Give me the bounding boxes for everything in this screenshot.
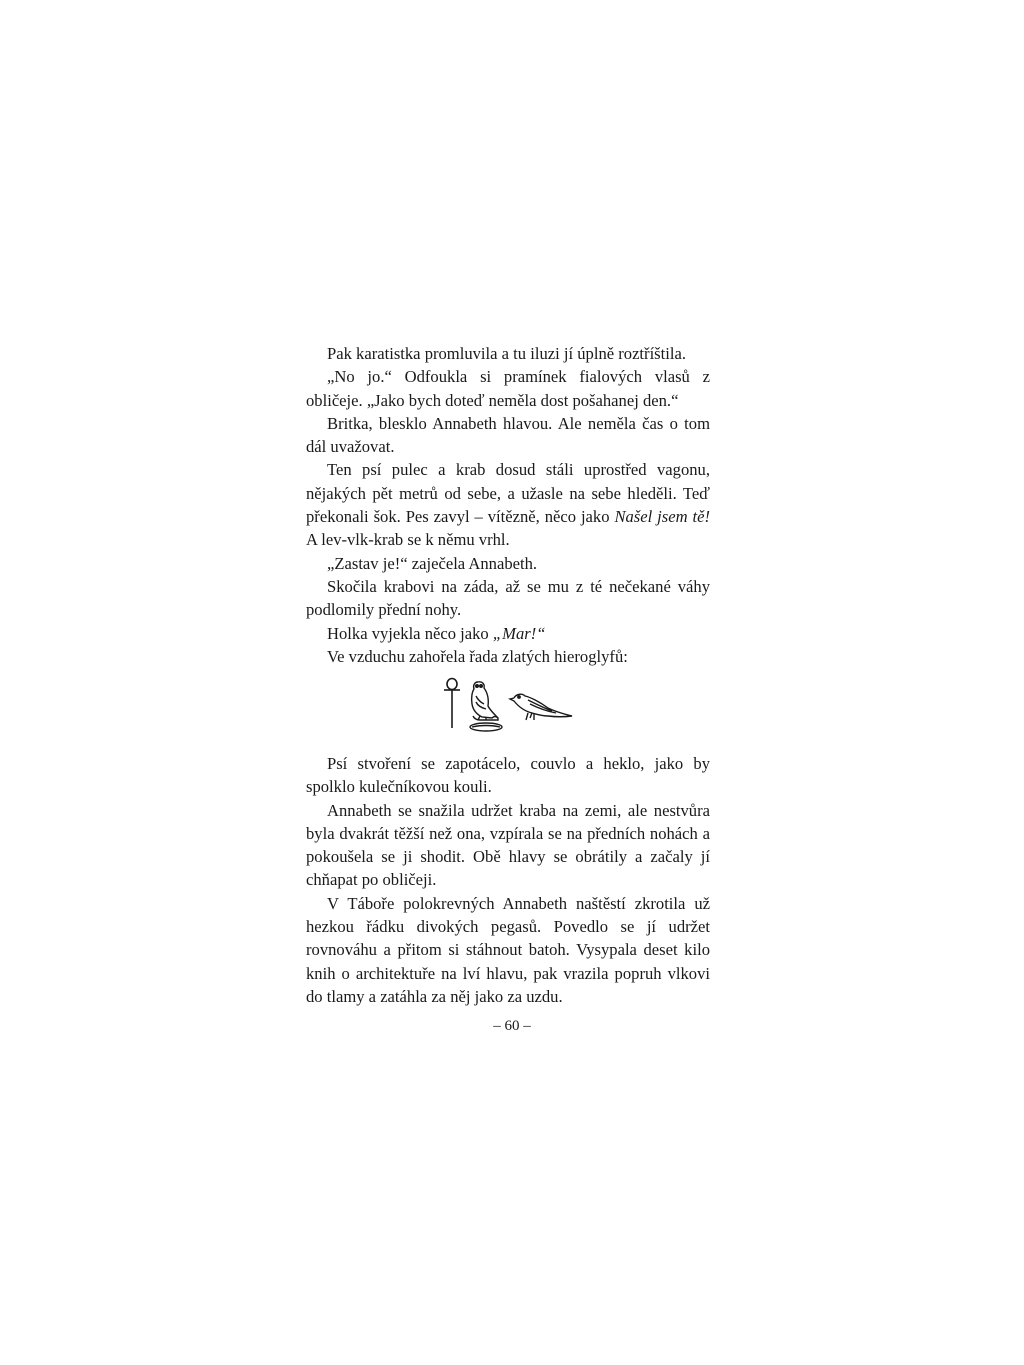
italic-phrase: „Mar!“ bbox=[492, 623, 546, 643]
mouth-icon bbox=[470, 723, 502, 731]
paragraph: Skočila krabovi na záda, až se mu z té nečekané váhy podlomily přední nohy. bbox=[306, 576, 710, 620]
paragraph: V Táboře polokrevných Annabeth naštěstí zkrotila už hezkou řádku divokých pegasů. Povedlo se jí udržet rovnováhu a přitom si stáhnout batoh. Vysypala deset kilo knih o architektuře na lví hlavu, pak vrazila popruh vlkovi do tlamy a zatáhla za něj jako za uzdu. bbox=[306, 893, 710, 1006]
paragraph bbox=[306, 622, 710, 645]
page-number: – 60 – bbox=[493, 1018, 531, 1034]
paragraph: Pak karatistka promluvila a tu iluzi jí úplně roztříštila. bbox=[327, 344, 686, 363]
ankh-icon bbox=[444, 679, 460, 729]
paragraph-text: Holka vyjekla něco jako bbox=[327, 623, 493, 643]
paragraph: Psí stvoření se zapotácelo, couvlo a heklo, jako by spolklo kulečníkovou kouli. bbox=[306, 754, 710, 797]
paragraph-text: Ten psí pulec a krab dosud stáli uprostřed vagonu, nějakých pět metrů od sebe, a užasle na sebe hleděli. Teď překonali šok. Pes zavyl – vítězně, něco jako bbox=[306, 460, 710, 527]
paragraph: „No jo.“ Odfoukla si pramínek fialových vlasů z obličeje. „Jako bych doteď neměla dost pošahanej den.“ bbox=[306, 367, 710, 410]
owl-icon bbox=[472, 682, 498, 720]
text-block-top bbox=[306, 342, 710, 668]
text-block-bottom bbox=[306, 752, 710, 1008]
paragraph: Britka, blesklo Annabeth hlavou. Ale neměla čas o tom dál uvažovat. bbox=[306, 413, 710, 457]
paragraph: „Zastav je!“ zaječela Annabeth. bbox=[327, 553, 538, 573]
italic-phrase: Našel jsem tě! bbox=[614, 507, 710, 527]
paragraph: Annabeth se snažila udržet kraba na zemi, ale nestvůra byla dvakrát těžší než ona, vzpírala se na předních nohách a pokoušela se ji shodit. Obě hlavy se obrátily a začaly jí chňapat po obličeji. bbox=[306, 800, 710, 890]
hieroglyphs-row bbox=[440, 676, 580, 734]
swallow-icon bbox=[510, 694, 572, 720]
paragraph-text: A lev-vlk-krab se k němu vrhl. bbox=[306, 530, 510, 550]
paragraph: Ve vzduchu zahořela řada zlatých hieroglyfů: bbox=[327, 646, 628, 666]
paragraph bbox=[306, 458, 710, 551]
